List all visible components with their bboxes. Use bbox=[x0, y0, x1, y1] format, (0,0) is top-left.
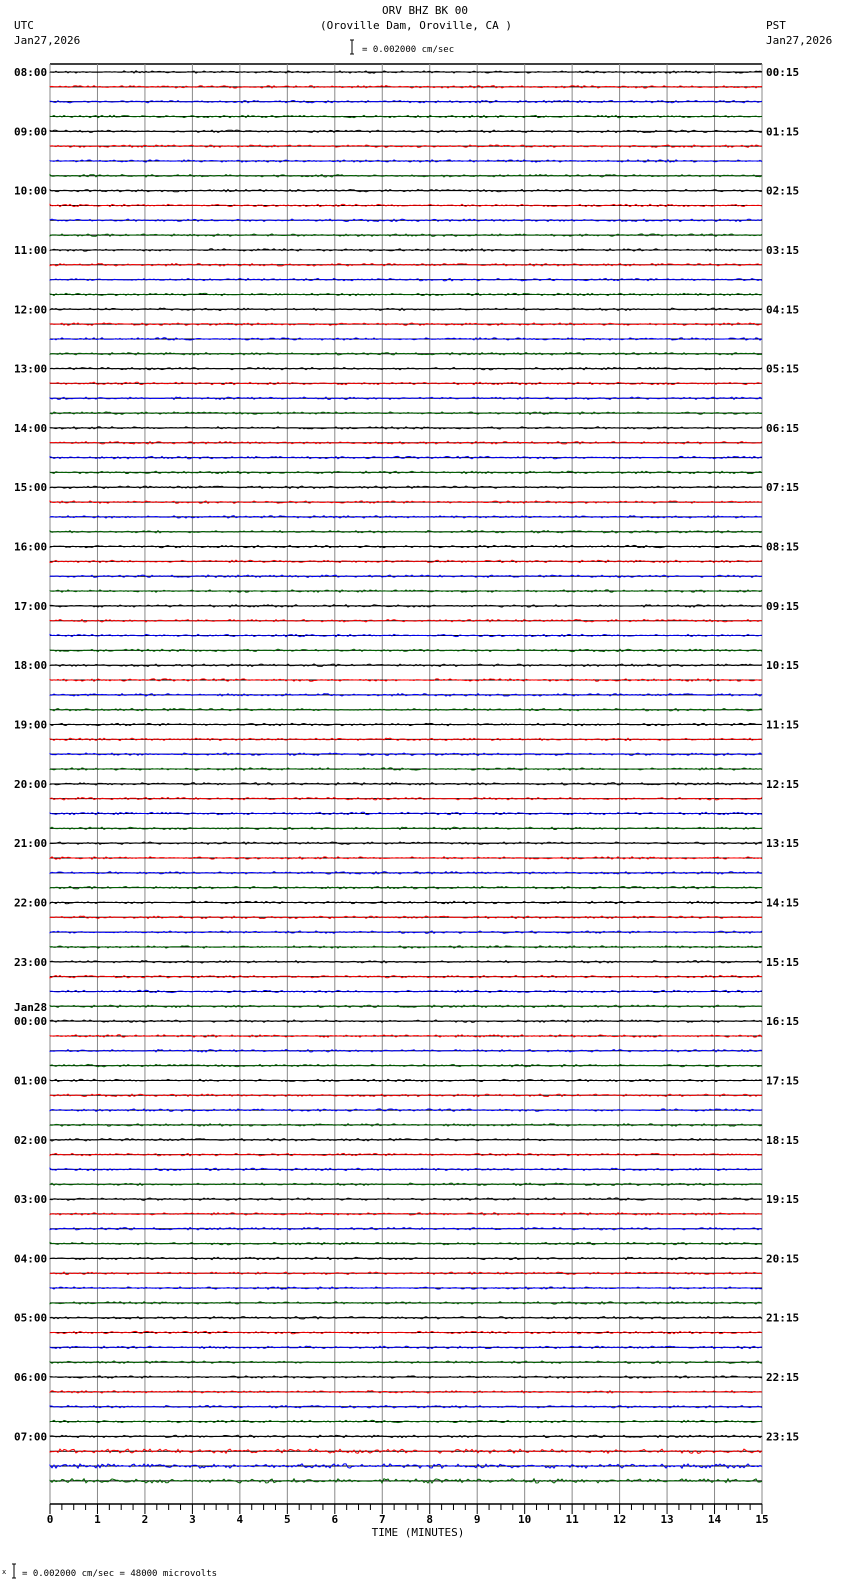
seismic-trace bbox=[50, 86, 762, 88]
seismic-trace bbox=[50, 278, 762, 280]
x-tick-label: 13 bbox=[660, 1513, 674, 1526]
utc-hour-label: 00:00 bbox=[14, 1015, 48, 1029]
x-tick-label: 9 bbox=[473, 1513, 481, 1526]
pst-hour-label: 18:15 bbox=[766, 1133, 800, 1147]
seismic-trace bbox=[50, 516, 762, 518]
seismic-trace bbox=[50, 1242, 762, 1244]
seismic-trace bbox=[50, 190, 762, 192]
utc-hour-label: 07:00 bbox=[14, 1430, 48, 1444]
left-date: Jan27,2026 bbox=[14, 34, 81, 47]
x-tick-label: 2 bbox=[141, 1513, 149, 1526]
pst-hour-label: 20:15 bbox=[766, 1252, 800, 1266]
x-tick-label: 1 bbox=[94, 1513, 101, 1526]
seismic-trace bbox=[50, 1005, 762, 1007]
utc-hour-label: 05:00 bbox=[14, 1311, 48, 1325]
seismic-trace bbox=[50, 1183, 762, 1185]
seismic-trace bbox=[50, 812, 762, 814]
seismic-trace bbox=[50, 872, 762, 874]
seismic-trace bbox=[50, 1391, 762, 1393]
pst-hour-label: 00:15 bbox=[766, 66, 800, 79]
utc-hour-label: 21:00 bbox=[14, 837, 48, 851]
seismic-trace bbox=[50, 709, 762, 711]
seismic-trace bbox=[50, 397, 762, 399]
pst-hour-label: 22:15 bbox=[766, 1371, 800, 1385]
x-tick-label: 10 bbox=[518, 1513, 532, 1526]
utc-hour-label: 16:00 bbox=[14, 540, 48, 554]
pst-hour-label: 07:15 bbox=[766, 481, 800, 495]
seismic-trace bbox=[50, 382, 762, 384]
seismic-trace bbox=[50, 1168, 762, 1170]
seismic-trace bbox=[50, 130, 762, 132]
seismic-trace bbox=[50, 1109, 762, 1111]
left-timezone: UTC bbox=[14, 19, 34, 32]
pst-hour-label: 04:15 bbox=[766, 303, 800, 317]
utc-hour-label: 02:00 bbox=[14, 1133, 48, 1147]
seismic-trace bbox=[50, 293, 762, 295]
seismic-trace bbox=[50, 753, 762, 755]
x-tick-label: 0 bbox=[46, 1513, 54, 1526]
utc-hour-label: 08:00 bbox=[14, 66, 48, 79]
utc-hour-label: 18:00 bbox=[14, 659, 48, 673]
seismic-trace bbox=[50, 664, 762, 666]
pst-hour-label: 06:15 bbox=[766, 421, 800, 435]
utc-hour-label: 23:00 bbox=[14, 955, 48, 969]
x-tick-label: 4 bbox=[236, 1513, 244, 1526]
utc-hour-label: 04:00 bbox=[14, 1252, 48, 1266]
pst-hour-label: 01:15 bbox=[766, 125, 800, 139]
pst-hour-label: 23:15 bbox=[766, 1430, 800, 1444]
x-tick-label: 15 bbox=[755, 1513, 769, 1526]
scale-bar-icon bbox=[350, 40, 354, 54]
utc-hour-label: 01:00 bbox=[14, 1074, 48, 1088]
x-tick-label: 11 bbox=[565, 1513, 579, 1526]
x-tick-label: 3 bbox=[189, 1513, 196, 1526]
footer-prefix: x bbox=[2, 1568, 7, 1576]
utc-hour-label: 15:00 bbox=[14, 481, 48, 495]
seismic-trace bbox=[50, 1050, 762, 1052]
seismic-trace bbox=[50, 1376, 762, 1378]
utc-hour-label: 14:00 bbox=[14, 421, 48, 435]
pst-hour-label: 16:15 bbox=[766, 1015, 800, 1029]
right-timezone: PST bbox=[766, 19, 786, 32]
scale-text: = 0.002000 cm/sec bbox=[362, 45, 455, 55]
utc-hour-label: 19:00 bbox=[14, 718, 48, 732]
seismic-trace bbox=[50, 308, 762, 310]
right-date: Jan27,2026 bbox=[766, 34, 833, 47]
seismic-trace bbox=[50, 1213, 762, 1215]
x-tick-label: 8 bbox=[426, 1513, 434, 1526]
utc-hour-label: 09:00 bbox=[14, 125, 48, 139]
utc-hour-label: 20:00 bbox=[14, 777, 48, 791]
seismic-trace bbox=[50, 219, 762, 221]
x-tick-label: 5 bbox=[284, 1513, 291, 1526]
utc-hour-label: 22:00 bbox=[14, 896, 48, 910]
seismic-trace bbox=[50, 101, 762, 103]
seismic-trace bbox=[50, 1198, 762, 1200]
seismic-trace bbox=[50, 204, 762, 206]
pst-hour-label: 12:15 bbox=[766, 777, 800, 791]
seismic-trace bbox=[50, 620, 762, 622]
x-axis bbox=[47, 1504, 769, 1526]
pst-hour-label: 21:15 bbox=[766, 1311, 800, 1325]
pst-hour-label: 14:15 bbox=[766, 896, 800, 910]
utc-hour-label: 13:00 bbox=[14, 362, 48, 376]
utc-hour-label: 17:00 bbox=[14, 599, 48, 613]
utc-hour-label: 12:00 bbox=[14, 303, 48, 317]
seismic-trace bbox=[50, 264, 762, 266]
seismic-trace bbox=[50, 901, 762, 903]
seismic-trace bbox=[50, 368, 762, 370]
pst-hour-label: 15:15 bbox=[766, 955, 800, 969]
utc-hour-label: 11:00 bbox=[14, 243, 48, 257]
x-tick-label: 14 bbox=[707, 1513, 722, 1526]
seismic-trace bbox=[50, 842, 762, 844]
footer-scale-icon bbox=[12, 1564, 16, 1578]
station-location: (Oroville Dam, Oroville, CA ) bbox=[319, 19, 513, 32]
seismic-trace bbox=[50, 471, 762, 473]
seismic-trace bbox=[50, 1287, 762, 1289]
pst-hour-label: 11:15 bbox=[766, 718, 800, 732]
pst-hour-label: 10:15 bbox=[766, 659, 800, 673]
pst-hour-label: 02:15 bbox=[766, 184, 800, 198]
date-change-label: Jan28 bbox=[14, 1001, 48, 1015]
pst-hour-label: 13:15 bbox=[766, 837, 800, 851]
pst-hour-label: 03:15 bbox=[766, 243, 800, 257]
pst-hour-label: 05:15 bbox=[766, 362, 800, 376]
seismic-trace bbox=[50, 412, 762, 414]
x-tick-label: 7 bbox=[378, 1513, 386, 1526]
station-title: ORV BHZ BK 00 bbox=[381, 4, 469, 17]
pst-hour-label: 17:15 bbox=[766, 1074, 800, 1088]
x-tick-label: 6 bbox=[331, 1513, 339, 1526]
pst-hour-label: 08:15 bbox=[766, 540, 800, 554]
utc-hour-label: 06:00 bbox=[14, 1371, 48, 1385]
traces bbox=[50, 71, 762, 1483]
seismic-trace bbox=[50, 560, 762, 562]
seismic-trace bbox=[50, 1331, 762, 1333]
utc-hour-label: 03:00 bbox=[14, 1193, 48, 1207]
pst-hour-label: 09:15 bbox=[766, 599, 800, 613]
seismic-trace bbox=[50, 1020, 762, 1022]
seismic-trace bbox=[50, 857, 762, 859]
x-axis-label: TIME (MINUTES) bbox=[371, 1526, 465, 1539]
seismic-trace bbox=[50, 1124, 762, 1126]
x-tick-label: 12 bbox=[612, 1513, 627, 1526]
footer-scale-text: = 0.002000 cm/sec = 48000 microvolts bbox=[22, 1569, 218, 1579]
utc-hour-label: 10:00 bbox=[14, 184, 48, 198]
seismic-trace bbox=[50, 115, 762, 117]
seismic-trace bbox=[50, 738, 762, 740]
seismic-trace bbox=[50, 931, 762, 933]
pst-hour-label: 19:15 bbox=[766, 1193, 800, 1207]
seismic-trace bbox=[50, 679, 762, 681]
seismic-trace bbox=[50, 768, 762, 770]
seismic-trace bbox=[50, 486, 762, 488]
